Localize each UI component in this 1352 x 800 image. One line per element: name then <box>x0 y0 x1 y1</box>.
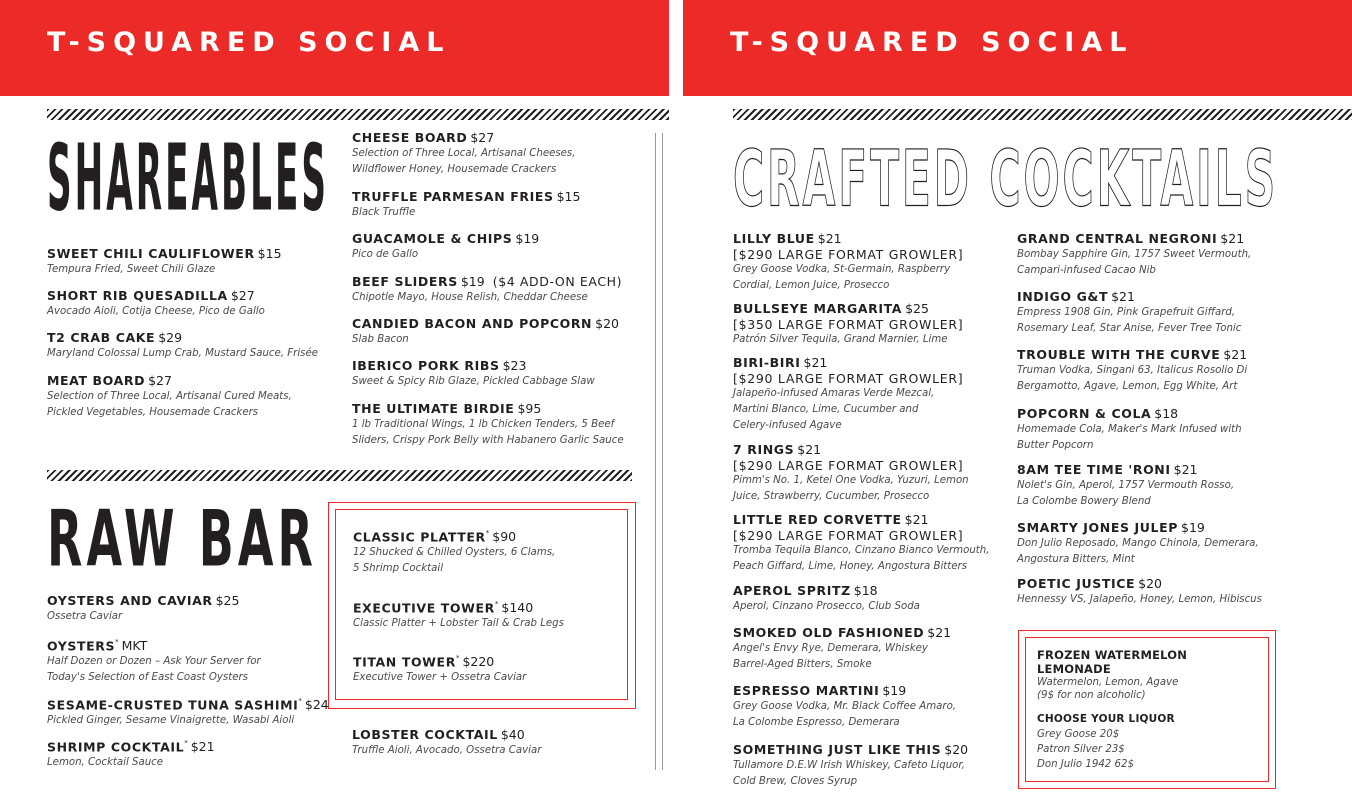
item-price: $140 <box>501 600 534 616</box>
item-price: $25 <box>905 301 929 316</box>
item-description: Grey Goose Vodka, Mr. Black Coffee Amaro, <box>733 701 957 712</box>
item-description: Martini Blanco, Lime, Cucumber and <box>733 404 919 415</box>
item-description: Rosemary Leaf, Star Anise, Fever Tree Tonic <box>1017 323 1242 334</box>
item-description: Wildflower Honey, Housemade Crackers <box>352 164 557 175</box>
item-description: Cordial, Lemon Juice, Prosecco <box>733 280 890 291</box>
item-price: $21 <box>927 625 952 640</box>
item-name: SESAME-CRUSTED TUNA SASHIMI <box>47 697 299 713</box>
menu-item <box>733 624 951 673</box>
item-growler: [$350 LARGE FORMAT GROWLER] <box>733 317 964 332</box>
item-description: Slab Bacon <box>352 334 409 345</box>
item-description: Tullamore D.E.W Irish Whiskey, Cafeto Liquor, <box>733 760 965 771</box>
item-asterisk: * <box>115 638 119 646</box>
frozen-desc: Watermelon, Lemon, Agave <box>1037 677 1179 688</box>
item-description: Pickled Vegetables, Housemade Crackers <box>47 407 259 418</box>
item-description: Don Julio Reposado, Mango Chinola, Demerara, <box>1017 538 1259 549</box>
item-description: Celery-infused Agave <box>733 420 842 431</box>
menu-item <box>47 693 329 729</box>
item-price: $21 <box>190 739 215 755</box>
item-price: $21 <box>803 355 828 370</box>
item-price: $20 <box>944 742 969 757</box>
brand-banner <box>683 0 1352 96</box>
item-name: SHORT RIB QUESADILLA <box>47 288 228 303</box>
menu-item <box>1017 519 1259 568</box>
item-name: TROUBLE WITH THE CURVE <box>1017 347 1221 362</box>
liquor-option: Patron Silver 23$ <box>1037 744 1125 755</box>
page-gutter <box>669 0 683 800</box>
item-name: OYSTERS <box>47 638 116 654</box>
item-description: Grey Goose Vodka, St-Germain, Raspberry <box>733 264 951 275</box>
menu-item <box>1017 405 1242 454</box>
item-description: Today's Selection of East Coast Oysters <box>47 672 248 684</box>
item-name: SWEET CHILI CAULIFLOWER <box>47 246 255 261</box>
item-description: Pimm's No. 1, Ketel One Vodka, Yuzuri, Lemon <box>733 475 969 486</box>
menu-item <box>353 650 526 686</box>
menu-item <box>733 300 963 348</box>
item-name: TRUFFLE PARMESAN FRIES <box>352 189 554 204</box>
item-name: SOMETHING JUST LIKE THIS <box>733 742 942 757</box>
menu-item <box>352 726 541 759</box>
item-name: INDIGO G&T <box>1017 289 1109 304</box>
menu-item <box>733 441 969 505</box>
item-name: ESPRESSO MARTINI <box>733 683 880 698</box>
menu-item <box>352 273 622 306</box>
item-price: $20 <box>595 316 619 331</box>
brand-title: T-SQUARED SOCIAL <box>730 27 1134 58</box>
menu-item <box>352 230 539 263</box>
menu-item <box>47 592 239 625</box>
item-asterisk: * <box>184 739 188 747</box>
item-name: POETIC JUSTICE <box>1017 576 1136 591</box>
item-price: $23 <box>502 358 527 373</box>
item-price: $220 <box>462 654 495 670</box>
menu-item <box>733 511 990 575</box>
item-name: SHRIMP COCKTAIL <box>47 739 185 755</box>
item-price: $19 <box>515 231 540 246</box>
menu-page-food <box>0 0 669 800</box>
item-description: La Colombe Bowery Blend <box>1017 496 1151 507</box>
item-price: $21 <box>797 442 822 457</box>
item-description: Juice, Strawberry, Cucumber, Prosecco <box>733 491 930 502</box>
menu-item <box>1017 346 1247 395</box>
item-description: Lemon, Cocktail Sauce <box>47 757 164 769</box>
item-asterisk: * <box>494 600 499 608</box>
crafted-cocktails-heading: CRAFTED COCKTAILS <box>733 132 1278 225</box>
item-growler: [$290 LARGE FORMAT GROWLER] <box>733 371 964 386</box>
item-asterisk: * <box>485 529 490 537</box>
menu-item <box>733 682 956 731</box>
item-description: Half Dozen or Dozen – Ask Your Server for <box>47 656 261 668</box>
zigzag-divider <box>47 470 632 481</box>
item-addon: ($4 ADD-ON EACH) <box>492 274 623 289</box>
item-price: $21 <box>904 512 929 527</box>
item-description: Bombay Sapphire Gin, 1757 Sweet Vermouth, <box>1017 249 1252 260</box>
menu-item <box>733 354 963 434</box>
item-name: EXECUTIVE TOWER <box>353 600 495 616</box>
item-description: Sweet & Spicy Rib Glaze, Pickled Cabbage Slaw <box>352 376 595 387</box>
item-description: Pico de Gallo <box>352 249 419 260</box>
item-description: La Colombe Espresso, Demerara <box>733 717 900 728</box>
item-description: Truman Vodka, Singani 63, Italicus Rosolio Di <box>1017 365 1248 376</box>
liquor-option: Don Julio 1942 62$ <box>1037 759 1134 770</box>
item-price: $21 <box>1173 462 1198 477</box>
item-name: MEAT BOARD <box>47 373 146 388</box>
item-description: Classic Platter + Lobster Tail & Crab Legs <box>353 618 564 630</box>
item-price: $25 <box>215 593 240 608</box>
item-growler: [$290 LARGE FORMAT GROWLER] <box>733 528 964 543</box>
item-description: Chipotle Mayo, House Relish, Cheddar Cheese <box>352 292 588 303</box>
item-description: Peach Giffard, Lime, Honey, Angostura Bitters <box>733 561 968 572</box>
menu-item <box>47 329 318 362</box>
item-price: $19 <box>882 683 907 698</box>
choose-liquor-label: CHOOSE YOUR LIQUOR <box>1037 713 1175 725</box>
item-asterisk: * <box>455 654 460 662</box>
item-name: LITTLE RED CORVETTE <box>733 512 902 527</box>
menu-page-cocktails <box>683 0 1352 800</box>
item-name: BIRI-BIRI <box>733 355 801 370</box>
item-name: 8AM TEE TIME 'RONI <box>1017 462 1171 477</box>
shareables-heading: SHAREABLES <box>47 123 329 232</box>
vertical-rule <box>655 133 663 770</box>
item-price: $21 <box>1111 289 1135 304</box>
item-name: 7 RINGS <box>733 442 795 457</box>
item-description: Angel's Envy Rye, Demerara, Whiskey <box>733 643 928 654</box>
item-name: GUACAMOLE & CHIPS <box>352 231 513 246</box>
item-description: Campari-infused Cacao Nib <box>1017 265 1156 276</box>
frozen-title: FROZEN WATERMELON LEMONADE <box>1037 648 1188 676</box>
item-name: SMOKED OLD FASHIONED <box>733 625 925 640</box>
item-name: POPCORN & COLA <box>1017 406 1152 421</box>
item-price: $20 <box>1138 576 1162 591</box>
item-name: BEEF SLIDERS <box>352 274 458 289</box>
item-description: Black Truffle <box>352 207 416 218</box>
item-description: Barrel-Aged Bitters, Smoke <box>733 659 872 670</box>
item-name: CHEESE BOARD <box>352 130 468 145</box>
item-name: LILLY BLUE <box>733 231 815 246</box>
menu-item <box>47 287 265 320</box>
item-growler: [$290 LARGE FORMAT GROWLER] <box>733 458 964 473</box>
item-description: 1 lb Traditional Wings, 1 lb Chicken Tenders, 5 Beef <box>352 419 615 430</box>
item-name: SMARTY JONES JULEP <box>1017 520 1179 535</box>
item-description: Executive Tower + Ossetra Caviar <box>353 672 527 684</box>
item-price: $27 <box>148 373 172 388</box>
menu-item <box>1017 288 1241 337</box>
item-price: $21 <box>817 231 842 246</box>
zigzag-divider <box>47 109 669 120</box>
item-name: CANDIED BACON AND POPCORN <box>352 316 593 331</box>
menu-item <box>733 741 968 790</box>
item-description: Jalapeño-infused Amaras Verde Mezcal, <box>733 388 935 399</box>
item-price: $40 <box>500 727 525 742</box>
item-name: TITAN TOWER <box>353 654 456 670</box>
item-description: Butter Popcorn <box>1017 440 1094 451</box>
menu-item <box>733 582 920 615</box>
item-price: $27 <box>230 288 255 303</box>
item-name: BULLSEYE MARGARITA <box>733 301 903 316</box>
item-description: Sliders, Crispy Pork Belly with Habanero Garlic Sauce <box>352 435 624 446</box>
item-price: $21 <box>1223 347 1248 362</box>
item-description: Empress 1908 Gin, Pink Grapefruit Giffard, <box>1017 307 1236 318</box>
frozen-lemonade <box>1037 648 1262 770</box>
item-description: Homemade Cola, Maker's Mark Infused with <box>1017 424 1242 435</box>
item-price: $18 <box>853 583 878 598</box>
item-description: 5 Shrimp Cocktail <box>353 563 444 575</box>
item-description: 12 Shucked & Chilled Oysters, 6 Clams, <box>353 547 556 559</box>
menu-item <box>353 525 555 577</box>
frozen-note: (9$ for non alcoholic) <box>1037 690 1146 701</box>
item-price: $21 <box>1220 231 1245 246</box>
item-description: Cold Brew, Cloves Syrup <box>733 776 858 787</box>
item-description: Truffle Aioli, Avocado, Ossetra Caviar <box>352 745 542 756</box>
menu-item <box>352 315 619 348</box>
menu-item <box>353 596 564 632</box>
item-name: APEROL SPRITZ <box>733 583 851 598</box>
item-description: Bergamotto, Agave, Lemon, Egg White, Art <box>1017 381 1238 392</box>
menu-item <box>47 245 282 278</box>
item-description: Tempura Fried, Sweet Chili Glaze <box>47 264 216 275</box>
brand-title: T-SQUARED SOCIAL <box>47 27 451 58</box>
item-description: Tromba Tequila Blanco, Cinzano Bianco Vermouth, <box>733 545 990 556</box>
zigzag-divider <box>733 109 1352 120</box>
liquor-option: Grey Goose 20$ <box>1037 729 1120 740</box>
item-description: Maryland Colossal Lump Crab, Mustard Sauce, Frisée <box>47 348 318 359</box>
item-description: Ossetra Caviar <box>47 611 123 622</box>
menu-item <box>47 372 292 421</box>
item-price: $15 <box>257 246 282 261</box>
menu-item <box>733 230 963 294</box>
menu-item <box>47 634 261 686</box>
menu-item <box>1017 575 1262 608</box>
raw-bar-heading: RAW BAR <box>47 492 317 585</box>
item-description: Patrón Silver Tequila, Grand Marnier, Lime <box>733 334 948 345</box>
item-price: $19 <box>460 274 485 289</box>
item-price: $24 <box>304 697 329 713</box>
menu-item <box>1017 230 1251 279</box>
brand-banner <box>0 0 669 96</box>
menu-item <box>47 735 215 771</box>
item-name: GRAND CENTRAL NEGRONI <box>1017 231 1218 246</box>
item-name: THE ULTIMATE BIRDIE <box>352 401 515 416</box>
item-description: Pickled Ginger, Sesame Vinaigrette, Wasabi Aioli <box>47 715 295 727</box>
item-description: Hennessy VS, Jalapeño, Honey, Lemon, Hibiscus <box>1017 594 1262 605</box>
item-name: IBERICO PORK RIBS <box>352 358 500 373</box>
item-description: Selection of Three Local, Artisanal Cheeses, <box>352 148 576 159</box>
item-price: $95 <box>517 401 542 416</box>
item-name: OYSTERS AND CAVIAR <box>47 593 213 608</box>
item-price: MKT <box>121 638 148 654</box>
item-description: Selection of Three Local, Artisanal Cured Meats, <box>47 391 292 402</box>
item-price: $18 <box>1154 406 1179 421</box>
menu-item <box>352 400 624 449</box>
menu-item <box>1017 461 1234 510</box>
item-price: $27 <box>470 130 495 145</box>
item-price: $19 <box>1181 520 1205 535</box>
item-asterisk: * <box>298 697 302 705</box>
item-name: T2 CRAB CAKE <box>47 330 156 345</box>
menu-item <box>352 129 575 178</box>
item-growler: [$290 LARGE FORMAT GROWLER] <box>733 247 964 262</box>
menu-item <box>352 188 580 221</box>
item-description: Nolet's Gin, Aperol, 1757 Vermouth Rosso, <box>1017 480 1235 491</box>
item-price: $15 <box>556 189 581 204</box>
item-description: Aperol, Cinzano Prosecco, Club Soda <box>733 601 920 612</box>
item-name: LOBSTER COCKTAIL <box>352 727 498 742</box>
item-price: $29 <box>158 330 183 345</box>
item-description: Avocado Aioli, Cotija Cheese, Pico de Gallo <box>47 306 265 317</box>
item-price: $90 <box>492 529 517 545</box>
menu-item <box>352 357 595 390</box>
item-description: Angostura Bitters, Mint <box>1017 554 1135 565</box>
item-name: CLASSIC PLATTER <box>353 529 486 545</box>
